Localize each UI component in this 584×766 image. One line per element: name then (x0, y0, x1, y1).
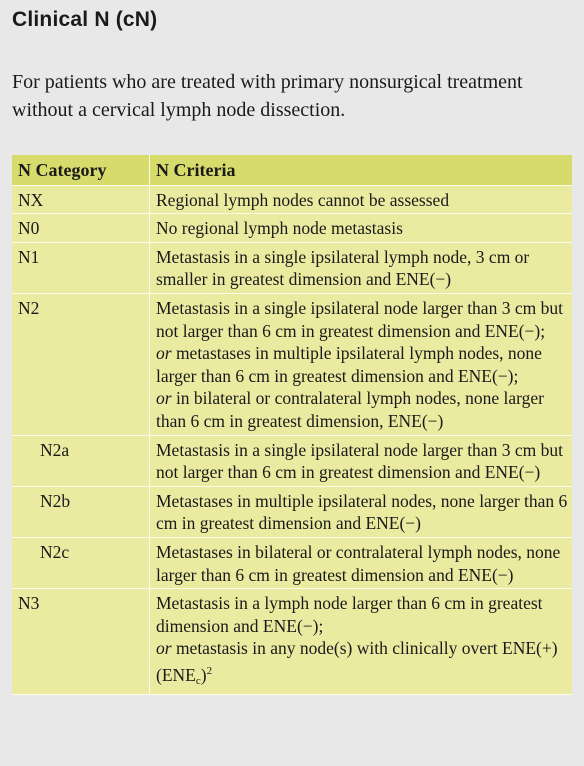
table-row (12, 537, 572, 588)
row-criteria-n2 (150, 293, 573, 435)
ene-subscript: c (195, 674, 201, 687)
criteria-line (156, 342, 568, 387)
row-category-n1: N1 (12, 242, 150, 293)
table-row (12, 185, 572, 214)
row-category-n2a: N2a (12, 435, 150, 486)
row-category-n2b: N2b (12, 486, 150, 537)
table-row (12, 242, 572, 293)
table-row (12, 214, 572, 243)
row-category-n2: N2 (12, 293, 150, 435)
table-row (12, 589, 572, 695)
criteria-text: metastasis in any node(s) with clinically overt ENE(+) (ENE (156, 638, 558, 685)
table-row (12, 435, 572, 486)
row-criteria-n2b: Metastases in multiple ipsilateral nodes, none larger than 6 cm in greatest dimension and ENE(−) (150, 486, 573, 537)
criteria-text: in bilateral or contralateral lymph nodes, none larger than 6 cm in greatest dimension, ENE(−) (156, 388, 544, 431)
row-category-n2c: N2c (12, 537, 150, 588)
row-category-nx: NX (12, 185, 150, 214)
row-category-n3: N3 (12, 589, 150, 695)
table-row (12, 486, 572, 537)
ene-close: ) (200, 664, 207, 685)
row-criteria-n2c: Metastases in bilateral or contralateral lymph nodes, none larger than 6 cm in greatest dimension and ENE(−) (150, 537, 573, 588)
or-keyword: or (156, 638, 172, 659)
table-header-row (12, 155, 572, 185)
row-category-n0: N0 (12, 214, 150, 243)
intro-paragraph: For patients who are treated with primary nonsurgical treatment without a cervical lymph node dissection. (12, 71, 523, 121)
criteria-line (156, 637, 568, 692)
or-keyword: or (156, 343, 172, 364)
row-criteria-n2a: Metastasis in a single ipsilateral node larger than 3 cm but not larger than 6 cm in greatest dimension and ENE(−) (150, 435, 573, 486)
row-criteria-n0: No regional lymph node metastasis (150, 214, 573, 243)
n-category-table (12, 155, 572, 695)
criteria-line: Metastasis in a lymph node larger than 6 cm in greatest dimension and ENE(−); (156, 593, 543, 636)
criteria-text: metastases in multiple ipsilateral lymph nodes, none larger than 6 cm in greatest dimension and ENE(−); (156, 343, 542, 386)
table-row (12, 293, 572, 435)
criteria-line: Metastasis in a single ipsilateral node larger than 3 cm but not larger than 6 cm in greatest dimension and ENE(−); (156, 297, 563, 341)
criteria-line (156, 387, 568, 432)
row-criteria-nx: Regional lymph nodes cannot be assessed (150, 185, 573, 214)
header-n-criteria: N Criteria (150, 155, 573, 185)
or-keyword: or (156, 388, 172, 409)
footnote-marker: 2 (206, 664, 213, 677)
section-title: Clinical N (cN) (12, 8, 158, 31)
row-criteria-n1: Metastasis in a single ipsilateral lymph node, 3 cm or smaller in greatest dimension and ENE(−) (150, 242, 573, 293)
row-criteria-n3 (150, 589, 573, 695)
header-n-category: N Category (12, 155, 150, 185)
